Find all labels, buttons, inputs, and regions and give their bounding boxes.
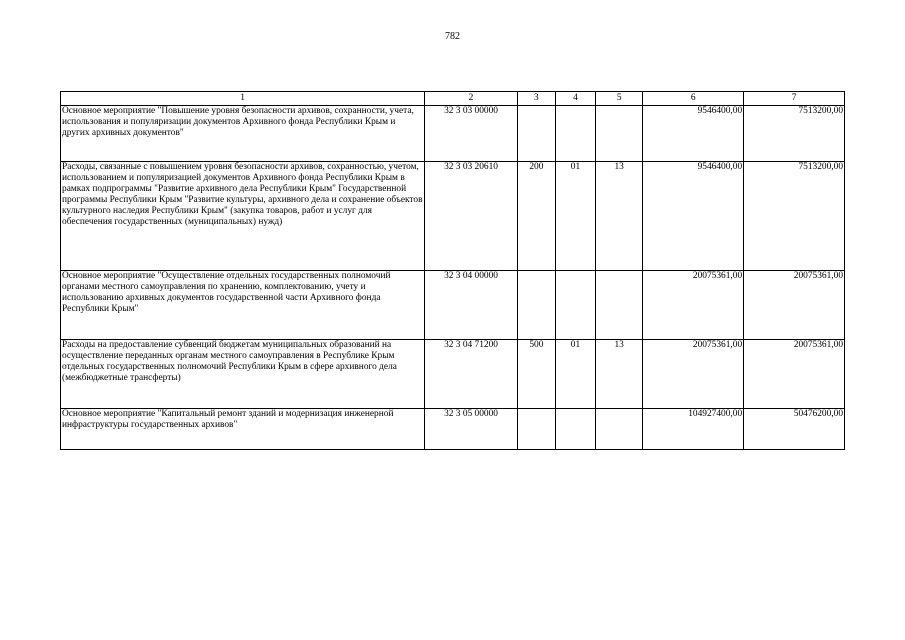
row-section — [555, 409, 595, 450]
table-row — [61, 271, 845, 340]
row-sum-2: 20075361,00 — [744, 271, 845, 340]
row-name: Основное мероприятие "Капитальный ремонт зданий и модернизация инженерной инфраструктуры государственных архивов" — [61, 409, 425, 450]
table-row — [61, 162, 845, 271]
row-code: 32 3 03 20610 — [425, 162, 518, 271]
row-section: 01 — [555, 162, 595, 271]
row-section — [555, 106, 595, 162]
row-expense-type — [517, 271, 555, 340]
budget-table — [60, 91, 845, 450]
row-sum-1: 20075361,00 — [643, 340, 744, 409]
row-section: 01 — [555, 340, 595, 409]
row-subsection — [596, 271, 643, 340]
row-subsection: 13 — [596, 162, 643, 271]
row-sum-2: 50476200,00 — [744, 409, 845, 450]
row-code: 32 3 05 00000 — [425, 409, 518, 450]
column-header-2: 2 — [425, 92, 518, 106]
row-sum-1: 104927400,00 — [643, 409, 744, 450]
row-name: Основное мероприятие "Осуществление отдельных государственных полномочий органами местного самоуправления по хранению, комплектованию, учету и использованию архивных документов государственной части Архивного фонда Республики Крым" — [61, 271, 425, 340]
row-sum-1: 20075361,00 — [643, 271, 744, 340]
row-name: Основное мероприятие "Повышение уровня безопасности архивов, сохранности, учета, использования и популяризации документов Архивного фонда Республики Крым и других архивных документов" — [61, 106, 425, 162]
table-row — [61, 409, 845, 450]
row-sum-2: 7513200,00 — [744, 106, 845, 162]
row-sum-1: 9546400,00 — [643, 106, 744, 162]
row-expense-type — [517, 409, 555, 450]
page-number: 782 — [445, 31, 460, 42]
row-expense-type: 200 — [517, 162, 555, 271]
row-sum-1: 9546400,00 — [643, 162, 744, 271]
column-header-7: 7 — [744, 92, 845, 106]
column-header-6: 6 — [643, 92, 744, 106]
column-header-3: 3 — [517, 92, 555, 106]
table-row — [61, 340, 845, 409]
row-sum-2: 20075361,00 — [744, 340, 845, 409]
row-name: Расходы на предоставление субвенций бюджетам муниципальных образований на осуществление переданных органам местного самоуправления в Республике Крым отдельных государственных полномочий Республики Крым в сфере архивного дела (межбюджетные трансферты) — [61, 340, 425, 409]
table-header-row — [61, 92, 845, 106]
column-header-1: 1 — [61, 92, 425, 106]
column-header-5: 5 — [596, 92, 643, 106]
row-subsection — [596, 409, 643, 450]
row-code: 32 3 04 00000 — [425, 271, 518, 340]
row-subsection — [596, 106, 643, 162]
table-row — [61, 106, 845, 162]
row-code: 32 3 04 71200 — [425, 340, 518, 409]
row-sum-2: 7513200,00 — [744, 162, 845, 271]
row-section — [555, 271, 595, 340]
row-subsection: 13 — [596, 340, 643, 409]
column-header-4: 4 — [555, 92, 595, 106]
row-expense-type: 500 — [517, 340, 555, 409]
row-code: 32 3 03 00000 — [425, 106, 518, 162]
row-expense-type — [517, 106, 555, 162]
row-name: Расходы, связанные с повышением уровня безопасности архивов, сохранностью, учетом, использованием и популяризацией документов Архивного фонда Республики Крым в рамках подпрограммы "Развитие архивного дела Республики Крым" Государственной программы Республики Крым "Развитие культуры, архивного дела и сохранение объектов культурного наследия Республики Крым" (закупка товаров, работ и услуг для обеспечения государственных (муниципальных) нужд) — [61, 162, 425, 271]
